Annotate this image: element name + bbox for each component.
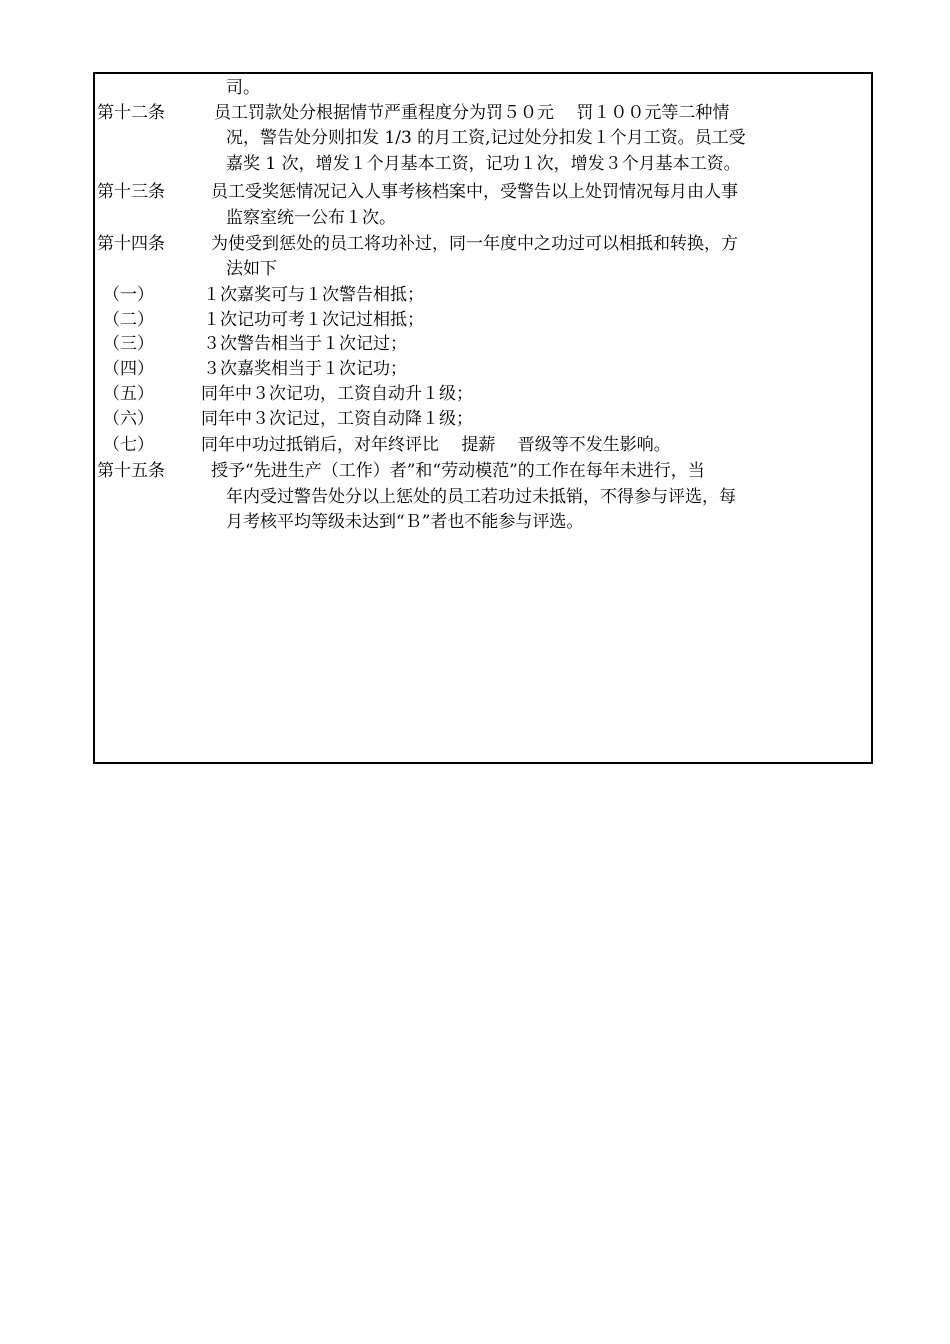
article-12-line-2: 况，警告处分则扣发 1/3 的月工资,记过处分扣发１个月工资。员工受 xyxy=(226,128,746,148)
article-15-line-1: 授予“先进生产（工作）者”和“劳动模范”的工作在每年未进行，当 xyxy=(211,461,705,481)
sub-item-2-text: １次记功可考１次记过相抵； xyxy=(203,310,424,330)
article-13-line-2: 监察室统一公布１次。 xyxy=(226,208,396,228)
article-15-line-2: 年内受过警告处分以上惩处的员工若功过未抵销，不得参与评选，每 xyxy=(226,487,736,507)
article-12-line-3: 嘉奖 1 次，增发１个月基本工资，记功１次，增发３个月基本工资。 xyxy=(226,154,741,174)
sub-item-4-text: ３次嘉奖相当于１次记功； xyxy=(203,359,407,379)
sub-item-1-text: １次嘉奖可与１次警告相抵； xyxy=(203,285,424,305)
sub-item-1-label: （一） xyxy=(103,285,154,305)
sub-item-5-text: 同年中３次记功，工资自动升１级； xyxy=(201,384,473,404)
sub-item-2-label: （二） xyxy=(103,310,154,330)
sub-item-7-text: 同年中功过抵销后，对年终评比 提薪 晋级等不发生影响。 xyxy=(201,435,671,455)
article-13-label: 第十三条 xyxy=(97,182,165,202)
sub-item-6-text: 同年中３次记过，工资自动降１级； xyxy=(201,409,473,429)
continuation-text: 司。 xyxy=(226,78,260,98)
article-15-label: 第十五条 xyxy=(97,461,165,481)
article-15-line-3: 月考核平均等级未达到“Ｂ”者也不能参与评选。 xyxy=(226,512,584,532)
article-12-label: 第十二条 xyxy=(97,103,165,123)
article-14-label: 第十四条 xyxy=(97,234,165,254)
article-13-line-1: 员工受奖惩情况记入人事考核档案中，受警告以上处罚情况每月由人事 xyxy=(211,182,738,202)
sub-item-6-label: （六） xyxy=(103,409,154,429)
article-14-line-2: 法如下 xyxy=(226,259,277,279)
sub-item-3-label: （三） xyxy=(103,334,154,354)
article-14-line-1: 为使受到惩处的员工将功补过，同一年度中之功过可以相抵和转换，方 xyxy=(211,234,738,254)
article-12-line-1: 员工罚款处分根据情节严重程度分为罚５０元 罚１００元等二种情 xyxy=(214,103,730,123)
sub-item-3-text: ３次警告相当于１次记过； xyxy=(203,334,407,354)
sub-item-4-label: （四） xyxy=(103,359,154,379)
sub-item-7-label: （七） xyxy=(103,435,154,455)
sub-item-5-label: （五） xyxy=(103,384,154,404)
